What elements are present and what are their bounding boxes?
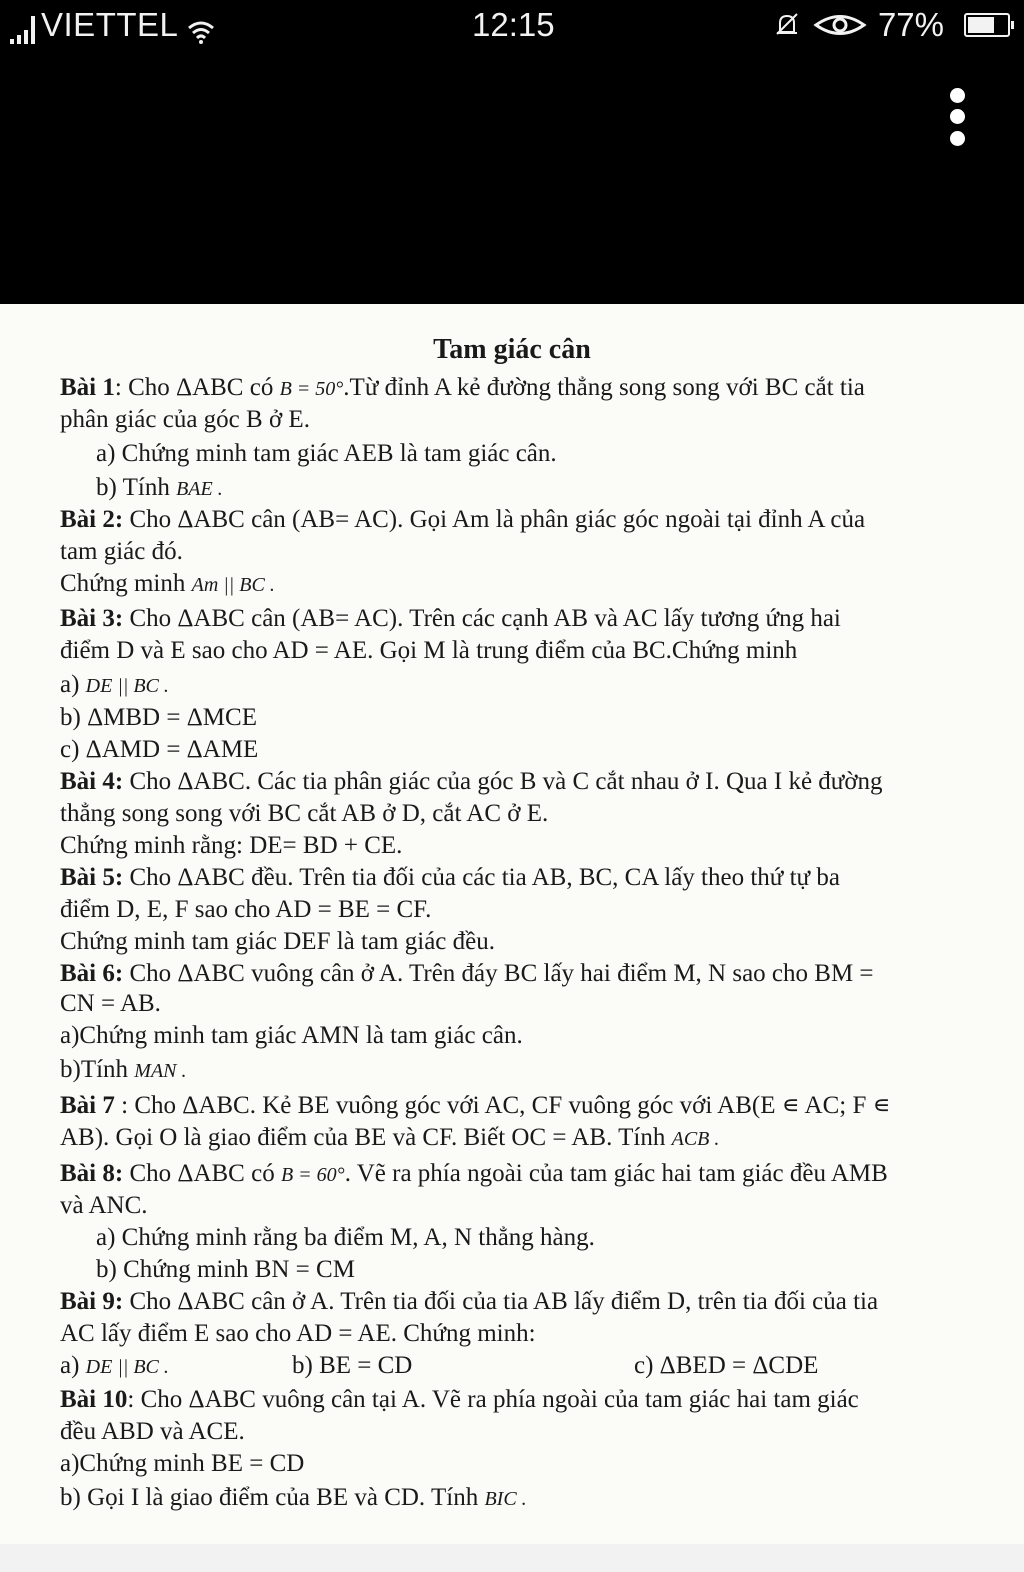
more-options-button[interactable]: [938, 86, 978, 152]
bai5-line3: Chứng minh tam giác DEF là tam giác đều.: [60, 928, 495, 955]
status-right: [772, 6, 1010, 44]
battery-percent: 77%: [877, 6, 944, 43]
bai9-b: b) BE = CD: [292, 1352, 413, 1379]
bai8-a: a) Chứng minh rằng ba điểm M, A, N thẳng hàng.: [96, 1224, 595, 1251]
bai5-line2: điểm D, E, F sao cho AD = BE = CF.: [60, 896, 432, 923]
bai10-a: a)Chứng minh BE = CD: [60, 1450, 305, 1477]
signal-icon: [10, 14, 35, 44]
status-bar: [0, 0, 1024, 52]
bai10-line2: đều ABD và ACE.: [60, 1418, 245, 1445]
bai9-line2: AC lấy điểm E sao cho AD = AE. Chứng minh:: [60, 1320, 536, 1347]
bai7-line2: AB). Gọi O là giao điểm của BE và CF. Biết OC = AB. Tính ACB .: [60, 1124, 720, 1151]
bai3-line2: điểm D và E sao cho AD = AE. Gọi M là trung điểm của BC.Chứng minh: [60, 637, 798, 664]
wifi-icon: [186, 18, 216, 44]
bai9-c: c) ΔBED = ΔCDE: [634, 1352, 819, 1379]
bai9-line1: Bài 9: Cho ΔABC cân ở A. Trên tia đối của tia AB lấy điểm D, trên tia đối của tia: [60, 1288, 879, 1315]
bai1-line2: phân giác của góc B ở E.: [60, 406, 310, 433]
bai3-c: c) ΔAMD = ΔAME: [60, 736, 259, 763]
mute-icon: [772, 10, 802, 40]
bai10-b: b) Gọi I là giao điểm của BE và CD. Tính BIC .: [60, 1484, 527, 1511]
bai9-a: a) DE || BC .: [60, 1352, 169, 1379]
clock: 12:15: [472, 6, 555, 43]
carrier-name: VIETTEL: [41, 6, 179, 43]
bai2-line2: tam giác đó.: [60, 538, 183, 565]
bai3-b: b) ΔMBD = ΔMCE: [60, 704, 257, 731]
more-vertical-icon: [950, 88, 965, 103]
bai2-prove: Chứng minh Am || BC .: [60, 570, 275, 597]
bai6-b: b)Tính MAN .: [60, 1056, 187, 1083]
bai1-b: b) Tính BAE .: [96, 474, 223, 501]
bai3-a: a) DE || BC .: [60, 671, 169, 698]
bai8-line1: Bài 8: Cho ΔABC có B = 60°. Vẽ ra phía ngoài của tam giác hai tam giác đều AMB: [60, 1160, 888, 1187]
bai10-line1: Bài 10: Cho ΔABC vuông cân tại A. Vẽ ra phía ngoài của tam giác hai tam giác: [60, 1386, 859, 1413]
document-title: Tam giác cân: [433, 334, 591, 365]
bai7-line1: Bài 7 : Cho ΔABC. Kẻ BE vuông góc với AC, CF vuông góc với AB(E ∊ AC; F ∊: [60, 1092, 891, 1119]
bai4-line2: thẳng song song với BC cắt AB ở D, cắt AC ở E.: [60, 800, 549, 827]
bai6-line1: Bài 6: Cho ΔABC vuông cân ở A. Trên đáy BC lấy hai điểm M, N sao cho BM =: [60, 960, 874, 987]
eye-icon: [812, 12, 868, 38]
bottom-area: [0, 1544, 1024, 1572]
bai5-line1: Bài 5: Cho ΔABC đều. Trên tia đối của các tia AB, BC, CA lấy theo thứ tự ba: [60, 864, 840, 891]
bai6-line2: CN = AB.: [60, 990, 161, 1017]
battery-icon: [964, 13, 1010, 37]
status-left: [10, 6, 216, 44]
document-image: [0, 304, 1024, 1544]
bai2-line1: Bài 2: Cho ΔABC cân (AB= AC). Gọi Am là phân giác góc ngoài tại đỉnh A của: [60, 506, 866, 533]
bai1-a: a) Chứng minh tam giác AEB là tam giác cân.: [96, 440, 557, 467]
bai8-b: b) Chứng minh BN = CM: [96, 1256, 355, 1283]
bai4-line3: Chứng minh rằng: DE= BD + CE.: [60, 832, 403, 859]
bai1-line1: Bài 1: Cho ΔABC có B = 50°.Từ đỉnh A kẻ đường thẳng song song với BC cắt tia: [60, 374, 865, 401]
bai3-line1: Bài 3: Cho ΔABC cân (AB= AC). Trên các cạnh AB và AC lấy tương ứng hai: [60, 605, 841, 632]
bai4-line1: Bài 4: Cho ΔABC. Các tia phân giác của góc B và C cắt nhau ở I. Qua I kẻ đường: [60, 768, 883, 795]
bai6-a: a)Chứng minh tam giác AMN là tam giác cân.: [60, 1022, 523, 1049]
bai8-line2: và ANC.: [60, 1192, 148, 1219]
